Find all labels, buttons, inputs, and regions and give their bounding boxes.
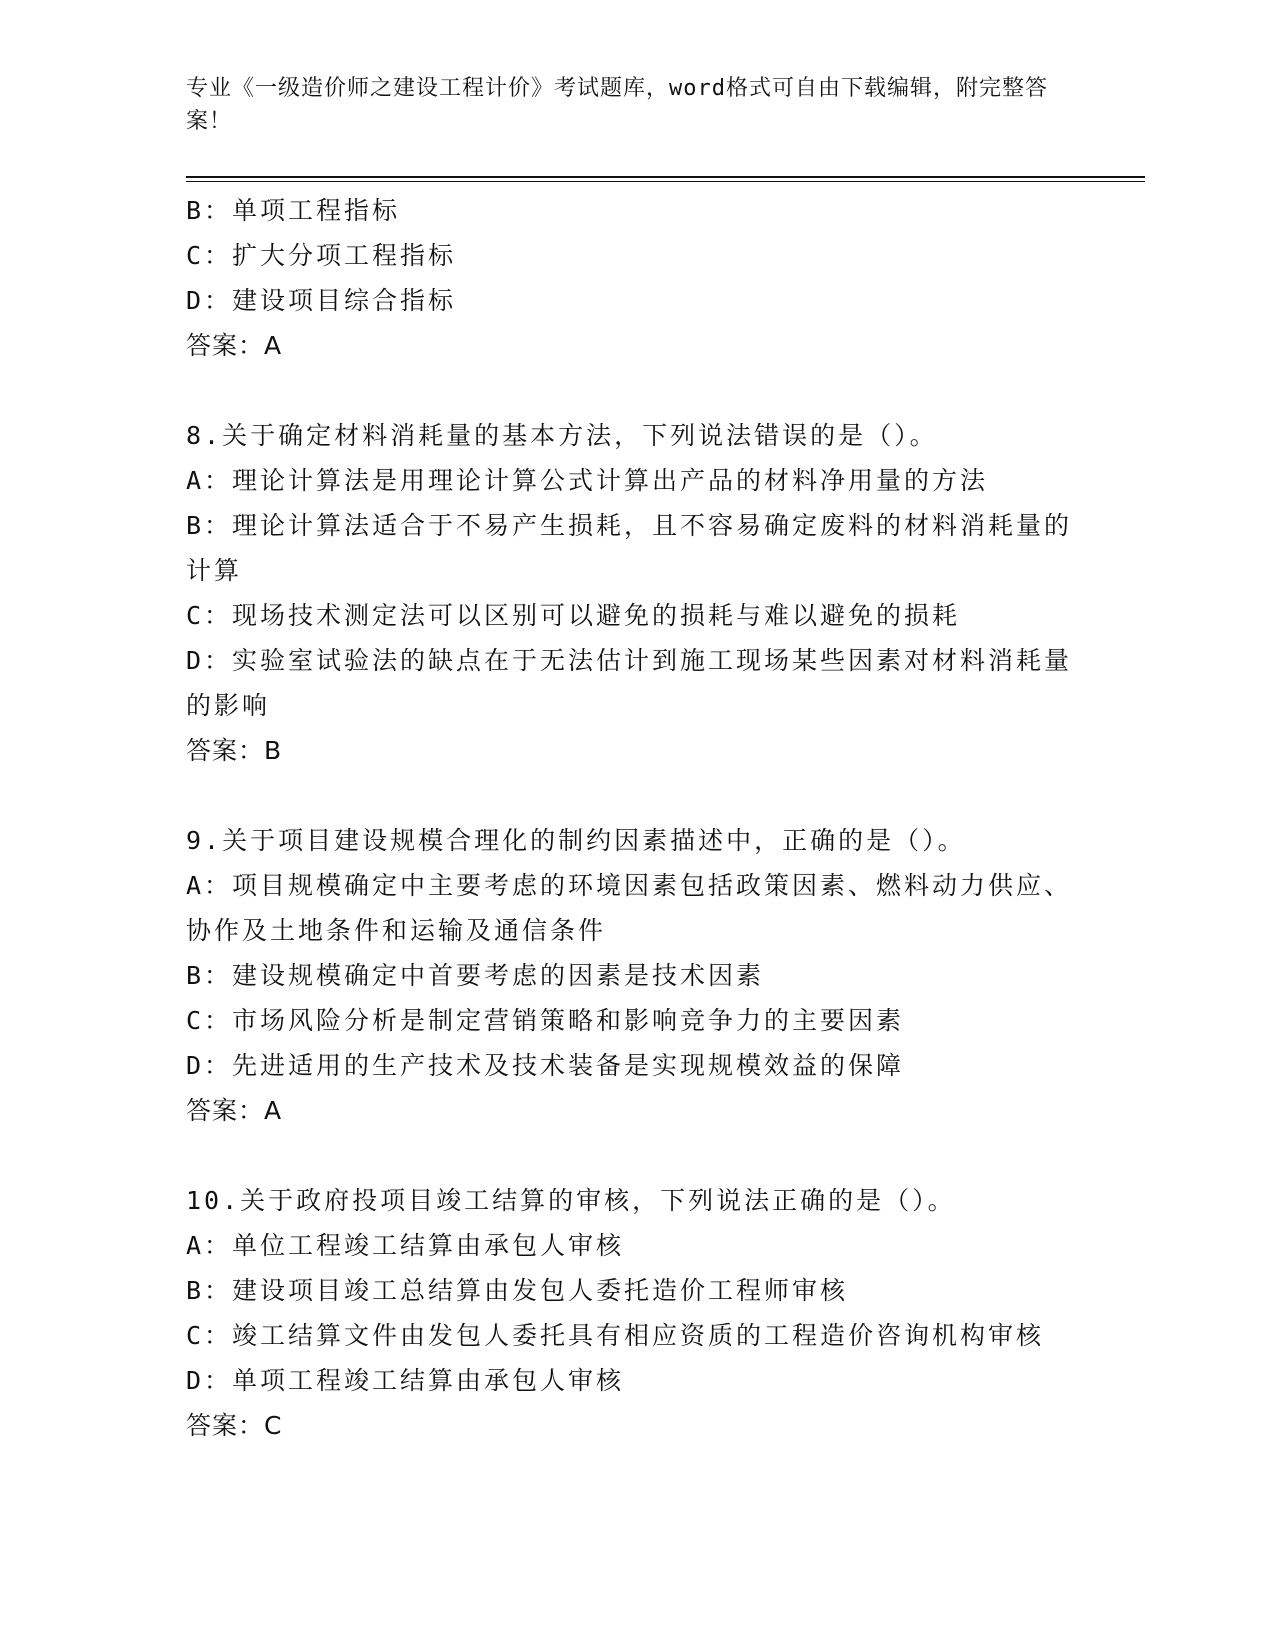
question-stem: 10.关于政府投项目竣工结算的审核，下列说法正确的是（）。 <box>186 1186 956 1215</box>
option-c: C：现场技术测定法可以区别可以避免的损耗与难以避免的损耗 <box>186 601 961 630</box>
option-b: B：建设项目竣工总结算由发包人委托造价工程师审核 <box>186 1276 849 1305</box>
header-divider-thin <box>186 181 1145 182</box>
question-stem: 9.关于项目建设规模合理化的制约因素描述中，正确的是（）。 <box>186 826 966 855</box>
question-9 <box>186 818 1076 1133</box>
option-a: A：理论计算法是用理论计算公式计算出产品的材料净用量的方法 <box>186 466 989 495</box>
option-c: C：扩大分项工程指标 <box>186 241 457 270</box>
option-a: A：单位工程竣工结算由承包人审核 <box>186 1231 625 1260</box>
answer-line: 答案：C <box>186 1411 283 1440</box>
option-d: D：单项工程竣工结算由承包人审核 <box>186 1366 625 1395</box>
question-stem: 8.关于确定材料消耗量的基本方法，下列说法错误的是（）。 <box>186 421 938 450</box>
answer-line: 答案：A <box>186 331 283 360</box>
answer-line: 答案：B <box>186 736 283 765</box>
option-b: B：理论计算法适合于不易产生损耗，且不容易确定废料的材料消耗量的计算 <box>186 511 1073 585</box>
question-10 <box>186 1178 1076 1448</box>
option-c: C：市场风险分析是制定营销策略和影响竞争力的主要因素 <box>186 1006 905 1035</box>
option-d: D：先进适用的生产技术及技术装备是实现规模效益的保障 <box>186 1051 905 1080</box>
partial-question <box>186 188 1076 368</box>
option-b: B：建设规模确定中首要考虑的因素是技术因素 <box>186 961 765 990</box>
option-c: C：竣工结算文件由发包人委托具有相应资质的工程造价咨询机构审核 <box>186 1321 1045 1350</box>
option-a: A：项目规模确定中主要考虑的环境因素包括政策因素、燃料动力供应、协作及土地条件和运输及通信条件 <box>186 871 1073 945</box>
header-divider-thick <box>186 176 1145 178</box>
question-8 <box>186 413 1076 773</box>
option-b: B：单项工程指标 <box>186 196 401 225</box>
document-header: 专业《一级造价师之建设工程计价》考试题库，word格式可自由下载编辑，附完整答案！ <box>186 76 1048 134</box>
question-content <box>186 188 1076 1448</box>
option-d: D：建设项目综合指标 <box>186 286 457 315</box>
answer-line: 答案：A <box>186 1096 283 1125</box>
option-d: D：实验室试验法的缺点在于无法估计到施工现场某些因素对材料消耗量的影响 <box>186 646 1073 720</box>
